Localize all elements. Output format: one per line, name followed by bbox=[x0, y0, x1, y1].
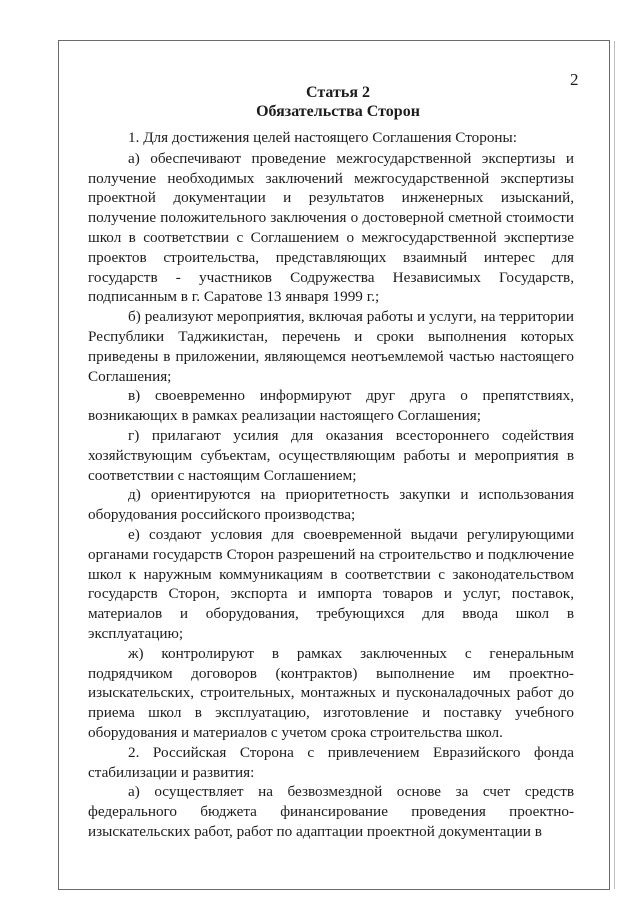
paragraph-2: 2. Российская Сторона с привлечением Евразийского фонда стабилизации и развития: bbox=[88, 743, 574, 781]
paragraph-1d: д) ориентируются на приоритетность закупки и использования оборудования российского производства; bbox=[88, 486, 574, 524]
article-title: Статья 2 bbox=[306, 84, 370, 101]
page-number: 2 bbox=[570, 70, 579, 89]
paragraph-1v: в) своевременно информируют друг друга о препятствиях, возникающих в рамках реализации настоящего Соглашения; bbox=[88, 387, 574, 425]
paragraph-1a: а) обеспечивают проведение межгосударственной экспертизы и получение необходимых заключений межгосударственной экспертизы проектной документации и результатов инженерных изысканий, получение положительного заключения о достоверной сметной стоимости школ в соответствии с Соглашением о межгосударственной экспертизе проектов строительства, представляющих взаимный интерес для государств - участников Содружества Независимых Государств, подписанным в г. Саратове 13 января 1999 г.; bbox=[88, 149, 574, 306]
paragraph-1g: г) прилагают усилия для оказания всестороннего содействия хозяйствующим субъектам, осуществляющим работы и мероприятия в соответствии с настоящим Соглашением; bbox=[88, 426, 574, 484]
document-body bbox=[88, 128, 574, 842]
article-subtitle: Обязательства Сторон bbox=[256, 103, 420, 120]
paragraph-1e: е) создают условия для своевременной выдачи регулирующими органами государств Сторон разрешений на строительство и подключение школ к наружным коммуникациям в соответствии с законодательством государств Сторон, экспорта и импорта товаров и услуг, поставок, материалов и оборудования, требующихся для ввода школ в эксплуатацию; bbox=[88, 525, 574, 642]
paragraph-2a: а) осуществляет на безвозмездной основе за счет средств федерального бюджета финансирование проведения проектно-изыскательских работ, работ по адаптации проектной документации в bbox=[88, 783, 574, 840]
paragraph-1b: б) реализуют мероприятия, включая работы и услуги, на территории Республики Таджикистан, перечень и сроки выполнения которых приведены в приложении, являющемся неотъемлемой частью настоящего Соглашения; bbox=[88, 308, 574, 385]
paragraph-1: 1. Для достижения целей настоящего Соглашения Стороны: bbox=[128, 129, 517, 146]
paragraph-1zh: ж) контролируют в рамках заключенных с генеральным подрядчиком договоров (контрактов) выполнение им проектно-изыскательских, строительных, монтажных и пусконаладочных работ до приема школ в эксплуатацию, изготовление и поставку учебного оборудования и материалов с учетом срока строительства школ. bbox=[88, 644, 574, 741]
